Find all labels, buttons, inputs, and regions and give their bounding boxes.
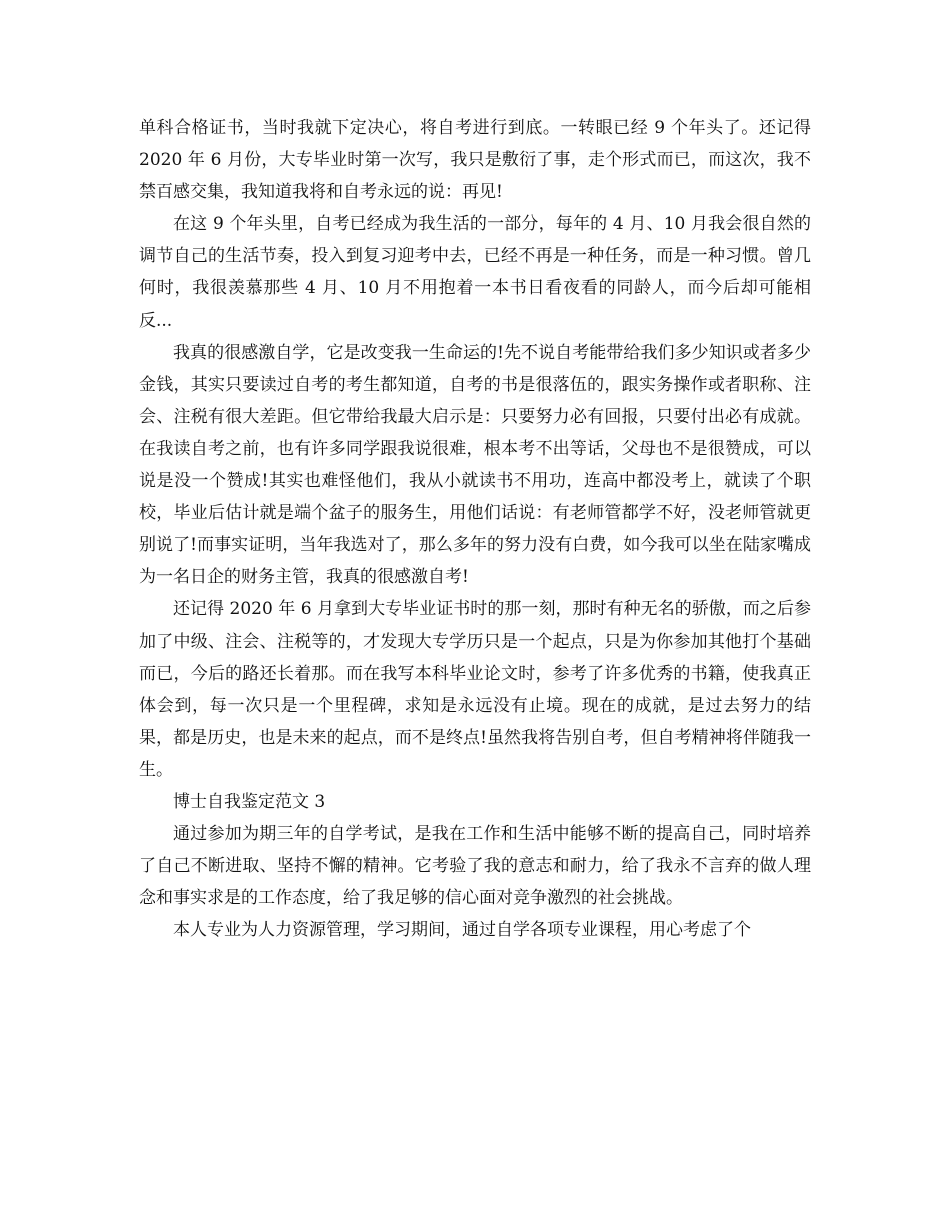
paragraph-5: 通过参加为期三年的自学考试，是我在工作和生活中能够不断的提高自己，同时培养了自己不断进取、坚持不懈的精神。它考验了我的意志和耐力，给了我永不言弃的做人理念和事实求是的工作态度，给了我足够的信心面对竞争激烈的社会挑战。 [139,824,811,909]
document-body [139,112,811,946]
paragraph-3: 我真的很感激自学，它是改变我一生命运的!先不说自考能带给我们多少知识或者多少金钱，其实只要读过自考的考生都知道，自考的书是很落伍的，跟实务操作或者职称、注会、注税有很大差距。但它带给我最大启示是：只要努力必有回报，只要付出必有成就。在我读自考之前，也有许多同学跟我说很难，根本考不出等话，父母也不是很赞成，可以说是没一个赞成!其实也难怪他们，我从小就读书不用功，连高中都没考上，就读了个职校，毕业后估计就是端个盆子的服务生，用他们话说：有老师管都学不好，没老师管就更别说了!而事实证明，当年我选对了，那么多年的努力没有白费，如今我可以坐在陆家嘴成为一名日企的财务主管，我真的很感激自考! [139,342,811,588]
paragraph-4: 还记得 2020 年 6 月拿到大专毕业证书时的那一刻，那时有种无名的骄傲，而之后参加了中级、注会、注税等的，才发现大专学历只是一个起点，只是为你参加其他打个基础而已，今后的路还长着那。而在我写本科毕业论文时，参考了许多优秀的书籍，使我真正体会到，每一次只是一个里程碑，求知是永远没有止境。现在的成就，是过去努力的结果，都是历史，也是未来的起点，而不是终点!虽然我将告别自考，但自考精神将伴随我一生。 [139,599,811,780]
paragraph-1: 单科合格证书，当时我就下定决心，将自考进行到底。一转眼已经 9 个年头了。还记得 2020 年 6 月份，大专毕业时第一次写，我只是敷衍了事，走个形式而已，而这次，我不禁百感交集，我知道我将和自考永远的说：再见! [139,118,811,203]
paragraph-2: 在这 9 个年头里，自考已经成为我生活的一部分，每年的 4 月、10 月我会很自然的调节自己的生活节奏，投入到复习迎考中去，已经不再是一种任务，而是一种习惯。曾几何时，我很羡慕那些 4 月、10 月不用抱着一本书日看夜看的同龄人，而今后却可能相反... [139,214,811,331]
section-heading: 博士自我鉴定范文 3 [173,791,326,812]
paragraph-6: 本人专业为人力资源管理，学习期间，通过自学各项专业课程，用心考虑了个 [173,920,751,941]
